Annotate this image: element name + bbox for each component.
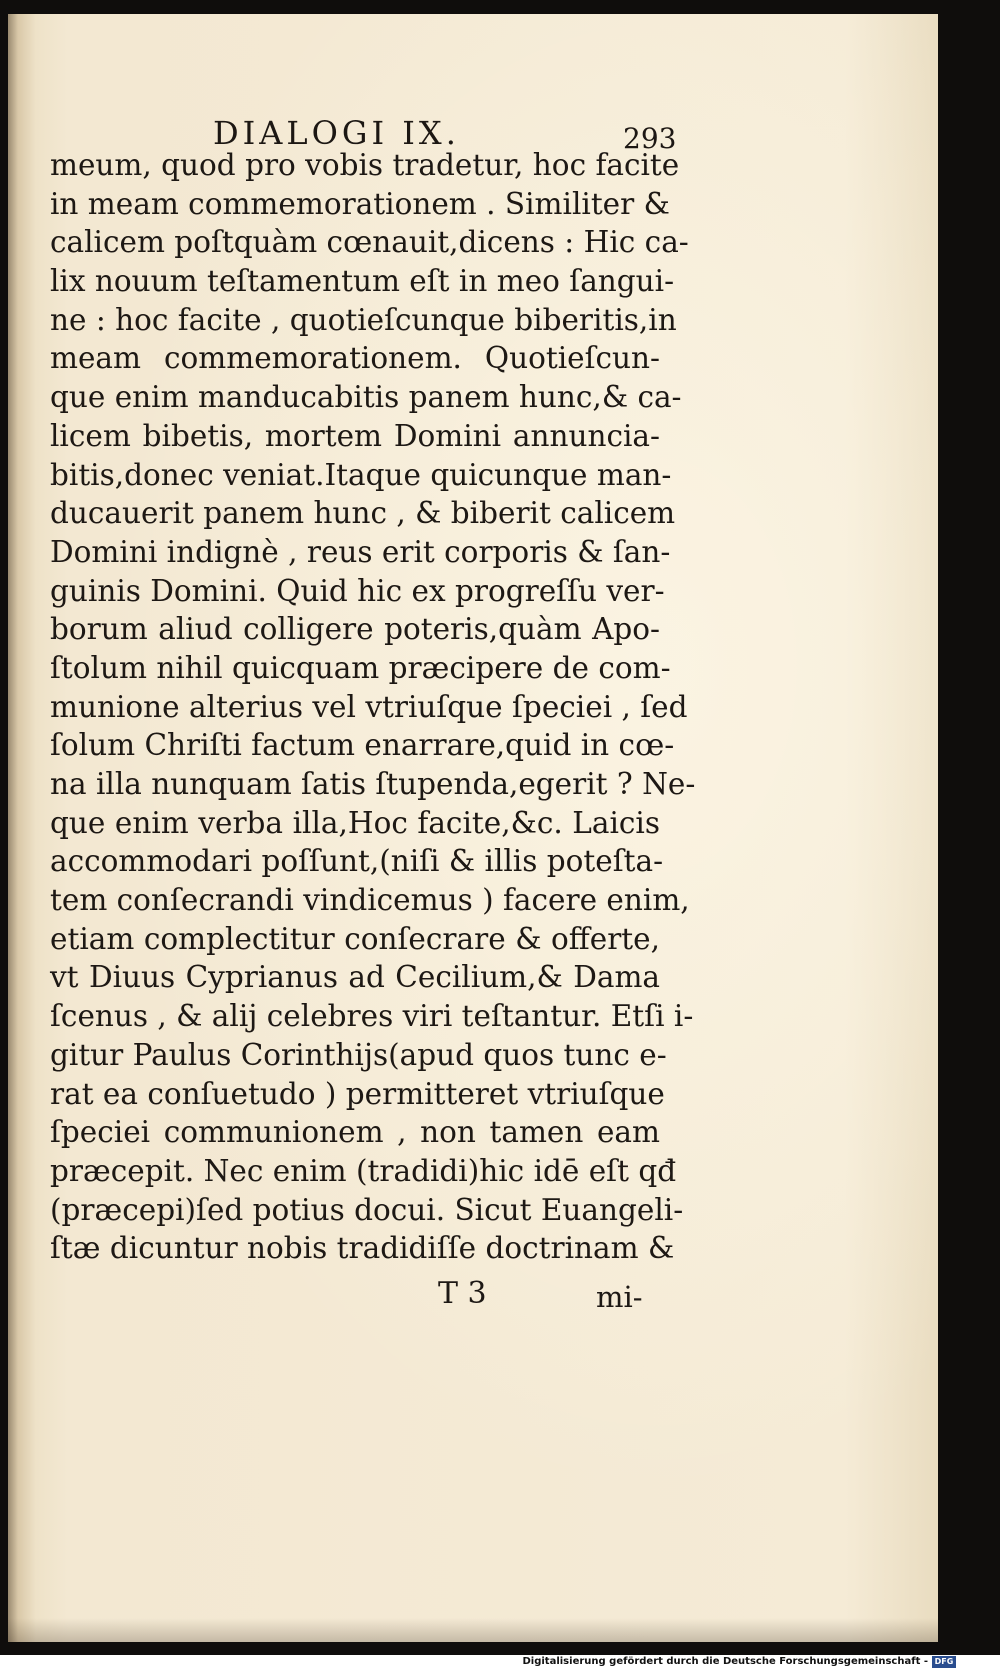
text-line: bitis,donec veniat.Itaque quicunque man- [50,457,672,492]
text-line: gitur Paulus Corinthijs(apud quos tunc e- [50,1037,667,1072]
text-line: munione alterius vel vtriuſque ſpeciei , ſed [50,689,688,724]
book-page [8,14,938,1642]
text-line: præcepit. Nec enim (tradidi)hic idē eſt qđ [50,1153,677,1188]
page-footer [8,1276,938,1320]
text-line: in meam commemorationem . Similiter & [50,186,670,221]
digitization-credit: Digitalisierung gefördert durch die Deutsche Forschungsgemeinschaft - [522,1656,928,1667]
text-line: Domini indignè , reus erit corporis & ſan- [50,534,671,569]
text-line: licem bibetis, mortem Domini annuncia- [50,418,660,453]
text-line: ſtæ dicuntur nobis tradidiſſe doctrinam & [50,1231,675,1266]
text-line: meum, quod pro vobis tradetur, hoc facite [50,148,680,182]
page-edge-shadow [8,1618,938,1642]
dfg-logo: DFG [932,1656,956,1668]
text-line: accommodari poſſunt,(niſi & illis poteſta- [50,844,664,879]
text-line: guinis Domini. Quid hic ex progreſſu ver- [50,573,665,608]
text-line: que enim verba illa,Hoc facite,&c. Laicis [50,805,660,840]
text-line: rat ea conſuetudo ) permitteret vtriuſque [50,1076,665,1111]
text-line: ne : hoc facite , quotieſcunque biberitis,in [50,302,677,337]
text-line: meam commemorationem. Quotieſcun- [50,341,660,376]
text-line: tem conſecrandi vindicemus ) facere enim, [50,883,690,918]
text-line: borum aliud colligere poteris,quàm Apo- [50,612,660,647]
text-line: que enim manducabitis panem hunc,& ca- [50,380,682,415]
text-line: ſcenus , & alij celebres viri teſtantur. Etſi i- [50,999,694,1034]
body-text [50,146,696,1268]
text-line: ſpeciei communionem , non tamen eam [50,1115,660,1150]
page-number: 293 [623,122,677,155]
text-line: ſtolum nihil quicquam præcipere de com- [50,650,671,685]
text-line: calicem poſtquàm cœnauit,dicens : Hic ca- [50,225,689,260]
text-line: (præcepi)ſed potius docui. Sicut Euangeli- [50,1192,684,1227]
text-line: ducauerit panem hunc , & biberit calicem [50,496,676,531]
text-line: ſolum Chriſti factum enarrare,quid in cœ- [50,728,675,763]
catchword: mi- [596,1280,643,1314]
text-line: vt Diuus Cyprianus ad Cecilium,& Dama [50,960,660,995]
running-title: DIALOGI IX. [213,114,460,152]
text-line: etiam complectitur conſecrare & offerte, [50,921,660,956]
signature-mark: T 3 [438,1276,487,1311]
text-line: lix nouum teſtamentum eſt in meo ſangui- [50,264,675,299]
text-line: na illa nunquam ſatis ſtupenda,egerit ? Ne- [50,767,696,801]
